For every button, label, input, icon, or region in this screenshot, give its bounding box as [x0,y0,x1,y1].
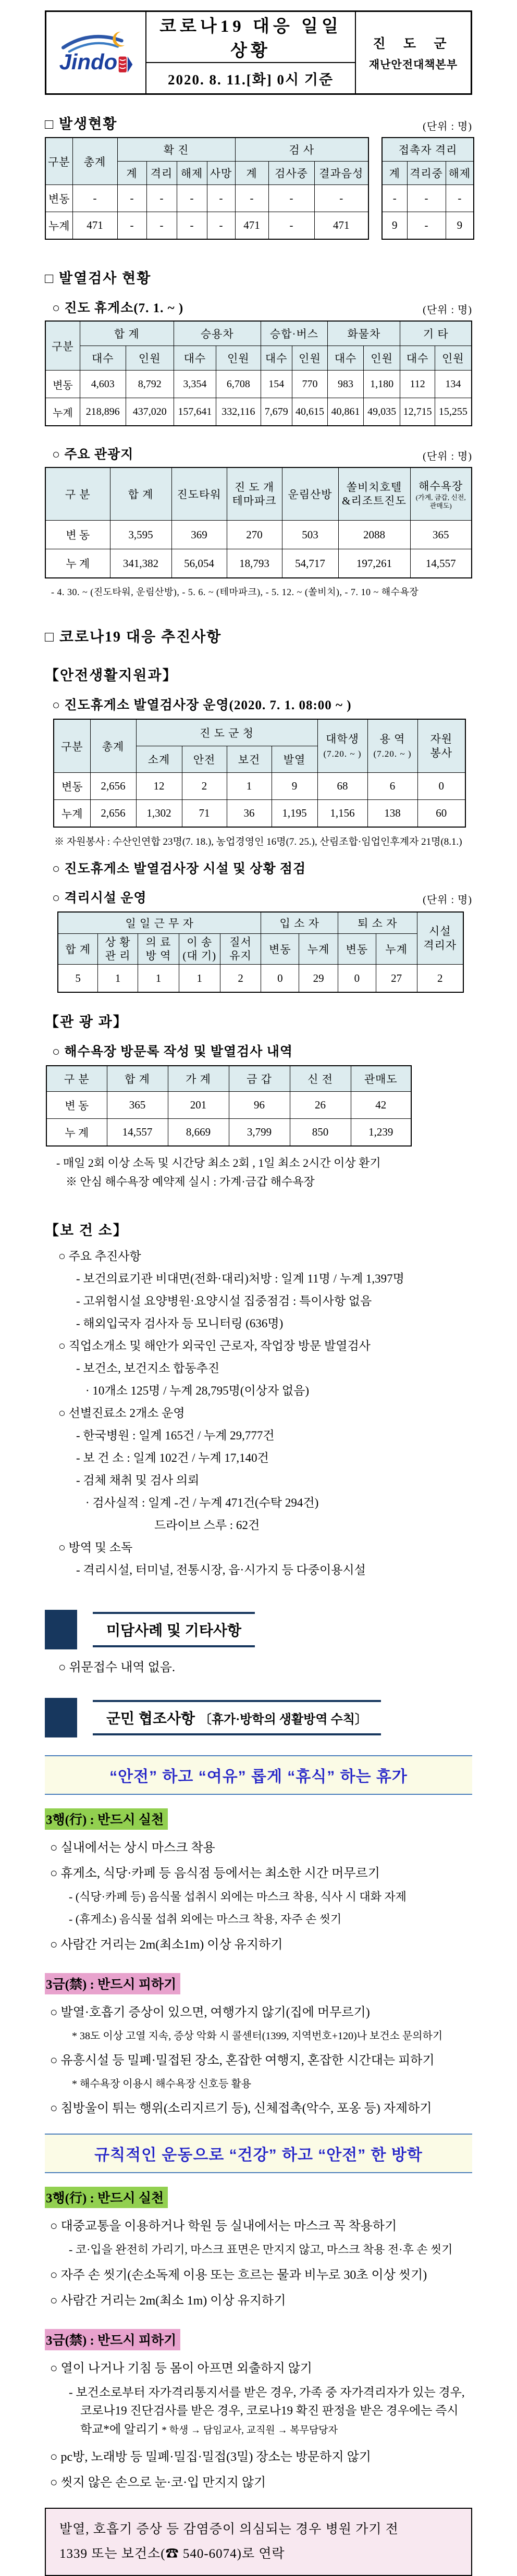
cell: 983 [328,371,364,398]
banner-school-break: 규칙적인 운동으로 “건강” 하고 “안전” 한 방학 [45,2134,472,2173]
col-header: 계 [382,162,407,185]
jindo-logo [46,11,146,94]
cell: 2 [220,965,261,993]
col-header-note: (가계, 금갑, 신전, 관매도) [415,493,466,510]
rules-part1-do [45,1837,472,1952]
cell: - [268,212,314,240]
col-header: 기 타 [400,321,472,346]
list-item: 드라이브 스루 : 62건 [154,1518,260,1532]
rule-item: ○ 실내에서는 상시 마스크 착용 [50,1841,215,1855]
col-header-line: (7.20. ~ ) [373,748,412,759]
col-header: 구분 [45,321,80,371]
cell: 1 [227,773,272,800]
col-header-line: 격리자 [423,939,457,952]
cell: - [146,185,177,212]
col-header [338,467,410,521]
fever-station-staff-table [53,719,466,828]
rule-item: ○ 유흥시설 등 밀폐·밀접된 장소, 혼잡한 여행지, 혼잡한 시간대는 피하기 [50,2053,435,2067]
cell: 2 [182,773,227,800]
list-item: - 보건소, 보건지소 합동추진 [76,1361,220,1375]
list-item: ○ 직업소개소 및 해안가 외국인 근로자, 작업장 방문 발열검사 [58,1339,371,1352]
cell: - [207,212,235,240]
rule-note: * 학생 → 담임교사, 교직원 → 복무담당자 [162,2424,338,2436]
col-header-line: 시설 [428,925,451,938]
col-header: 입 소 자 [261,912,338,934]
col-header: 보건 [227,746,272,773]
section-heading-response: □ 코로나19 대응 추진사항 [45,629,222,645]
navy-block-icon [45,1610,77,1649]
col-header [417,719,465,773]
org-name: 진 도 군 [373,37,454,51]
col-header: 금 갑 [229,1066,290,1092]
col-header-line: 유지 [229,950,252,962]
col-header-line: 테마파크 [232,495,277,507]
rule-item: * 해수욕장 이용시 해수욕장 신호등 활용 [72,2078,252,2090]
logo-wordmark: Jindo [59,49,118,74]
col-header: 변동 [338,934,376,965]
cell: - [235,185,268,212]
dont-label: 3금(禁) : 반드시 피하기 [45,1973,180,1994]
cell: 2,656 [90,800,136,828]
cell: - [117,212,146,240]
cell: 471 [314,212,368,240]
cell: 201 [168,1092,229,1119]
cell: - [268,185,314,212]
table-row [46,1119,411,1147]
cell: 1 [98,965,138,993]
col-header: 승용차 [174,321,261,346]
col-header: 사망 [207,162,235,185]
cell: 0 [338,965,376,993]
cell: 3,354 [174,371,216,398]
col-header: 구분 [45,138,72,185]
col-header: 대수 [174,346,216,371]
cell: 1 [138,965,179,993]
box-title [93,1700,381,1735]
col-header-line: 진 도 개 [234,480,275,494]
section-heading-fever: □ 발열검사 현황 [45,270,152,286]
cell: 138 [367,800,417,828]
cell: 3,799 [229,1119,290,1147]
cell: 12,715 [400,398,435,426]
col-header-line: 상 황 [105,935,131,948]
table-row [45,398,472,426]
col-header: 신 전 [290,1066,351,1092]
col-header: 인원 [435,346,472,371]
list-item: - 격리시설, 터미널, 전통시장, 읍·시가지 등 다중이용시설 [76,1563,366,1576]
col-header-line: 대학생 [326,733,359,746]
list-item: ○ 선별진료소 2개소 운영 [58,1406,185,1420]
rule-item: * 38도 이상 고열 지속, 증상 악화 시 콜센터(1399, 지역번호+120)나 보건소 문의하기 [72,2030,443,2042]
cell: 54,717 [282,549,338,578]
cell: 134 [435,371,472,398]
cell: 2 [417,965,463,993]
cell: 1,195 [272,800,317,828]
tourist-table-footnote: - 4. 30. ~ (진도타워, 운림산방), - 5. 6. ~ (테마파크), - 5. 12. ~ (쏠비치), - 7. 10 ~ 해수욕장 [51,587,419,597]
cell: 60 [417,800,465,828]
col-header: 총계 [72,138,117,185]
col-header: 총계 [90,719,136,773]
table-row [382,212,474,240]
col-header: 격리 [146,162,177,185]
row-label: 변 동 [45,521,110,549]
row-label: 변동 [45,185,72,212]
col-header: 누계 [299,934,338,965]
col-header-line: 의 료 [145,935,171,948]
col-header-line: 해수욕장 [418,479,463,492]
rule-item: ○ 씻지 않은 손으로 눈·코·입 만지지 않기 [50,2475,266,2489]
notice-line: 발열, 호흡기 증상 등 감염증이 의심되는 경우 병원 가기 전 [59,2522,399,2536]
cell: 0 [417,773,465,800]
col-header: 해제 [446,162,474,185]
banner-vacation: “안전” 하고 “여유” 롭게 “휴식” 하는 휴가 [45,1755,472,1795]
col-header-line: 용 역 [379,733,405,746]
col-header-line: 봉사 [430,746,453,759]
cell: 9 [382,212,407,240]
rule-item: - 코·입을 완전히 가리기, 마스크 표면은 만지지 않고, 마스크 착용 전·후 손 씻기 [69,2242,453,2256]
col-header [227,467,282,521]
col-header: 대수 [261,346,292,371]
list-item: - 한국병원 : 일계 165건 / 누계 29,777건 [76,1428,275,1442]
col-header: 진도타워 [171,467,227,521]
rule-item: ○ 열이 나거나 기침 등 몸이 아프면 외출하지 않기 [50,2361,312,2375]
beach-note: ※ 안심 해수욕장 예약제 실시 : 가계·금갑 해수욕장 [66,1175,315,1189]
table-row [45,371,472,398]
list-item: - 해외입국자 검사자 등 모니터링 (636명) [76,1316,284,1330]
cell: 6 [367,773,417,800]
health-center-list [45,1247,472,1577]
report-title: 코로나19 대응 일일 상황 [146,11,355,63]
cell: 365 [410,521,472,549]
heading-facility-check: ○ 진도휴게소 발열검사장 시설 및 상황 점검 [52,862,306,876]
col-header: 계 [117,162,146,185]
list-item: ○ 주요 추진사항 [58,1249,141,1263]
col-header [220,934,261,965]
col-header [98,934,138,965]
col-header [410,467,472,521]
beach-note: - 매일 2회 이상 소독 및 시간당 최소 2회 , 1일 최소 2시간 이상 환기 [56,1156,381,1169]
col-header-line: (대 기) [182,950,217,962]
rules-part1-dont [45,2002,472,2116]
org-dept: 재난안전대책본부 [368,58,458,71]
cell: 9 [272,773,317,800]
row-label: 변 동 [46,1092,107,1119]
cell: 471 [235,212,268,240]
cell: 112 [400,371,435,398]
cell: 18,793 [227,549,282,578]
col-header: 구 분 [45,467,110,521]
col-header: 관매도 [351,1066,411,1092]
volunteer-footnote: ※ 자원봉사 : 수산인연합 23명(7. 18.), 농업경영인 16명(7. 25.), 산림조합·임업인후계자 21명(8.1.) [54,836,462,847]
rules-part2-dont [45,2358,472,2490]
row-label: 누 계 [45,549,110,578]
col-header: 진 도 군 청 [136,719,317,746]
cell: - [407,185,446,212]
col-header: 결과음성 [314,162,368,185]
col-header-line: (7.20. ~ ) [323,748,362,759]
do-label: 3행(行) : 반드시 실천 [45,1808,168,1830]
col-header [317,719,367,773]
do-label: 3행(行) : 반드시 실천 [45,2187,168,2208]
cell: 1,239 [351,1119,411,1147]
list-item: · 10개소 125명 / 누계 28,795명(이상자 없음) [85,1384,310,1397]
cell: 365 [107,1092,168,1119]
col-header: 일 일 근 무 자 [58,912,261,934]
col-header: 검 사 [235,138,368,162]
cell: - [177,185,207,212]
cell: 40,861 [328,398,364,426]
unit-label: (단위 : 명) [423,304,472,316]
cell: 850 [290,1119,351,1147]
cell: - [207,185,235,212]
unit-label: (단위 : 명) [423,121,472,132]
quarantine-facility-table [57,911,464,993]
cell: 1 [179,965,220,993]
cell: 197,261 [338,549,410,578]
rule-item: ○ 사람간 거리는 2m(최소1m) 이상 유지하기 [50,1938,283,1952]
heading-fever-station-operation: ○ 진도휴게소 발열검사장 운영(2020. 7. 1. 08:00 ~ ) [52,698,352,712]
dept-title-health-center: 【보 건 소】 [45,1222,128,1238]
jindo-logo-icon [56,27,136,77]
cell: 4,603 [80,371,126,398]
col-header-line: 이 송 [187,935,213,948]
cell: - [382,185,407,212]
report-date: 2020. 8. 11.[화] 0시 기준 [146,63,355,94]
tourist-sites-table [45,467,472,578]
cell: - [407,212,446,240]
rule-item: - (식당·카페 등) 음식물 섭취시 외에는 마스크 착용, 식사 시 대화 자제 [69,1890,407,1903]
col-header [417,912,463,965]
section-heading-occurrence: □ 발생현황 [45,116,118,132]
cell: 503 [282,521,338,549]
table-row [45,185,368,212]
list-item: · 검사실적 : 일계 -건 / 누계 471건(수탁 294건) [85,1496,319,1509]
cell: 2,656 [90,773,136,800]
col-header-line: 방 역 [145,950,171,962]
cell: 8,669 [168,1119,229,1147]
rule-text: - 보건소로부터 자가격리통지서를 받은 경우, 가족 중 자가격리자가 있는 경우, 코로나19 진단검사를 받은 경우, 코로나19 확진 판정을 받은 경우에는 즉시 학교*에 알리기 [69,2385,465,2436]
col-header: 대수 [400,346,435,371]
rule-item: ○ 휴게소, 식당·카페 등 음식점 등에서는 최소한 시간 머무르기 [50,1866,380,1880]
cell: - [146,212,177,240]
col-header: 인원 [126,346,174,371]
col-header-line: 질서 [229,935,252,948]
cell: 5 [58,965,98,993]
col-header [138,934,179,965]
table-row [382,185,474,212]
cell: 1,180 [363,371,400,398]
col-header: 승합·버스 [261,321,327,346]
table-row [54,773,465,800]
cell: 369 [171,521,227,549]
dept-title-tourism: 【관 광 과】 [45,1014,128,1030]
col-header: 구 분 [46,1066,107,1092]
rule-item: ○ 대중교통을 이용하거나 학원 등 실내에서는 마스크 꼭 착용하기 [50,2219,397,2233]
cell: 7,679 [261,398,292,426]
cell: 56,054 [171,549,227,578]
cell: 332,116 [216,398,261,426]
contact-quarantine-table [381,137,474,240]
col-header: 화물차 [328,321,400,346]
col-header: 대수 [328,346,364,371]
heading-quarantine-facility: ○ 격리시설 운영 [52,891,147,905]
row-label: 누계 [45,212,72,240]
cell: - [446,185,474,212]
col-header: 확 진 [117,138,235,162]
cell: 9 [446,212,474,240]
cell: 270 [227,521,282,549]
cell: 154 [261,371,292,398]
row-label: 누계 [45,398,80,426]
col-header-line: &리조트진도 [342,495,407,507]
list-item: - 보건의료기관 비대면(전화·대리)처방 : 일계 11명 / 누계 1,397명 [76,1272,404,1285]
col-header: 가 계 [168,1066,229,1092]
unit-label: (단위 : 명) [423,451,472,462]
cell: 40,615 [292,398,328,426]
cell: 1,302 [136,800,182,828]
rules-part2-do [45,2215,472,2308]
cell: 471 [72,212,117,240]
cell: 14,557 [410,549,472,578]
table-row [45,549,472,578]
col-header: 합 계 [58,934,98,965]
box-title-sub: 〔휴가·방학의 생활방역 수칙〕 [199,1712,367,1727]
col-header: 합 계 [80,321,174,346]
row-label: 누계 [54,800,90,828]
rule-item: ○ 사람간 거리는 2m(최소 1m) 이상 유지하기 [50,2294,286,2308]
cell: 8,792 [126,371,174,398]
col-header: 소계 [136,746,182,773]
list-item: ○ 방역 및 소독 [58,1540,133,1554]
col-header [179,934,220,965]
cell: 68 [317,773,367,800]
row-label: 변동 [45,371,80,398]
table-row [45,521,472,549]
box-title-main: 군민 협조사항 [106,1710,195,1727]
cell: 27 [376,965,417,993]
cell: 341,382 [110,549,171,578]
cell: - [314,185,368,212]
cell: 157,641 [174,398,216,426]
cell: 770 [292,371,328,398]
fever-check-table [45,321,472,426]
unit-label: (단위 : 명) [423,894,472,906]
col-header: 발열 [272,746,317,773]
rule-item: - (휴게소) 음식물 섭취 외에는 마스크 착용, 자주 손 씻기 [69,1912,342,1926]
cell: 36 [227,800,272,828]
heading-beach-log: ○ 해수욕장 방문록 작성 및 발열검사 내역 [52,1045,293,1059]
contact-notice-box [45,2508,472,2576]
extra-line: ○ 위문접수 내역 없음. [58,1660,175,1674]
box-title: 미담사례 및 기타사항 [93,1612,255,1647]
row-label: 누 계 [46,1119,107,1147]
cell: - [72,185,117,212]
notice-line: 1339 또는 보건소(☎ 540-6074)로 연락 [59,2547,285,2561]
table-row [58,965,463,993]
col-header: 구분 [54,719,90,773]
col-header: 격리중 [407,162,446,185]
dont-label: 3금(禁) : 반드시 피하기 [45,2329,180,2350]
col-header: 누계 [376,934,417,965]
col-header-line: 쏠비치호텔 [346,480,402,494]
org-cell [355,11,472,94]
list-item: - 고위험시설 요양병원·요양시설 집중점검 : 특이사항 없음 [76,1294,372,1308]
col-header-line: 관 리 [105,950,131,962]
col-header: 계 [235,162,268,185]
rule-item [69,2383,472,2439]
cell: 0 [261,965,299,993]
col-header: 대수 [80,346,126,371]
cell: - [177,212,207,240]
document-header [45,10,472,95]
cell: 6,708 [216,371,261,398]
occurrence-table [45,137,369,240]
cell: 218,896 [80,398,126,426]
row-label: 변동 [54,773,90,800]
col-header: 변동 [261,934,299,965]
cell: 437,020 [126,398,174,426]
box-header-extra [45,1610,472,1649]
cell: 12 [136,773,182,800]
box-header-cooperation [45,1698,472,1737]
cell: 14,557 [107,1119,168,1147]
cell: 3,595 [110,521,171,549]
cell: 26 [290,1092,351,1119]
col-header: 운림산방 [282,467,338,521]
beach-visitor-table [46,1065,412,1147]
dept-title-safety: 【안전생활지원과】 [45,668,178,683]
col-header: 합 계 [110,467,171,521]
col-header: 안전 [182,746,227,773]
cell: 71 [182,800,227,828]
navy-block-icon [45,1698,77,1737]
table-row [45,212,368,240]
cell: - [117,185,146,212]
rule-item: ○ 침방울이 튀는 행위(소리지르기 등), 신체접촉(악수, 포옹 등) 자제하기 [50,2101,432,2115]
col-header [367,719,417,773]
col-header: 접촉자 격리 [382,138,474,162]
subsection-heading-rest-area: ○ 진도 휴게소(7. 1. ~ ) [52,301,184,315]
rule-item: ○ 자주 손 씻기(손소독제 이용 또는 흐르는 물과 비누로 30초 이상 씻기) [50,2268,427,2282]
list-item: - 검체 채취 및 검사 의뢰 [76,1473,200,1487]
col-header: 인원 [363,346,400,371]
col-header-line: 자원 [430,733,453,746]
col-header: 인원 [216,346,261,371]
cell: 49,035 [363,398,400,426]
cell: 42 [351,1092,411,1119]
cell: 15,255 [435,398,472,426]
col-header: 인원 [292,346,328,371]
rule-item: ○ pc방, 노래방 등 밀폐·밀집·밀접(3밀) 장소는 방문하지 않기 [50,2450,371,2464]
cell: 1,156 [317,800,367,828]
cell: 2088 [338,521,410,549]
col-header: 퇴 소 자 [338,912,417,934]
list-item: - 보 건 소 : 일계 102건 / 누계 17,140건 [76,1451,269,1464]
cell: 96 [229,1092,290,1119]
subsection-heading-tourist: ○ 주요 관광지 [52,448,134,462]
table-row [54,800,465,828]
cell: 29 [299,965,338,993]
col-header: 검사중 [268,162,314,185]
col-header: 해제 [177,162,207,185]
col-header: 합 계 [107,1066,168,1092]
rule-item: ○ 발열·호흡기 증상이 있으면, 여행가지 않기(집에 머무르기) [50,2005,370,2019]
table-row [46,1092,411,1119]
